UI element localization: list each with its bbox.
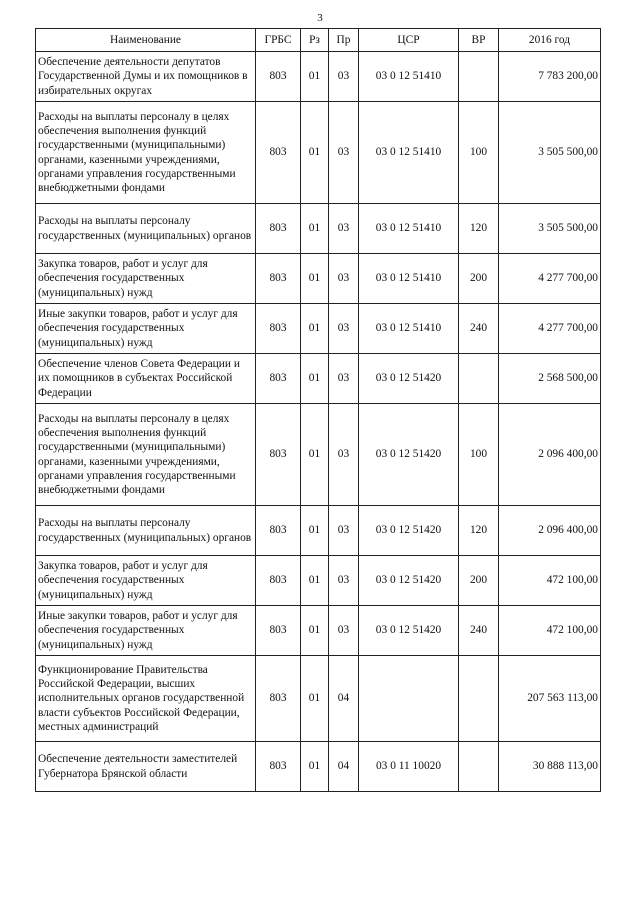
cell-csr: 03 0 11 10020 — [359, 742, 459, 792]
cell-vr — [459, 742, 499, 792]
cell-pr: 03 — [329, 52, 359, 102]
cell-grbs: 803 — [256, 656, 301, 742]
cell-rz: 01 — [301, 102, 329, 204]
cell-vr: 120 — [459, 204, 499, 254]
cell-vr: 240 — [459, 304, 499, 354]
cell-grbs: 803 — [256, 404, 301, 506]
cell-name: Иные закупки товаров, работ и услуг для обеспечения государственных (муниципальных) нужд — [36, 606, 256, 656]
cell-vr — [459, 354, 499, 404]
cell-name: Обеспечение деятельности депутатов Государственной Думы и их помощников в избирательных округах — [36, 52, 256, 102]
cell-amount: 7 783 200,00 — [499, 52, 601, 102]
cell-pr: 03 — [329, 506, 359, 556]
cell-rz: 01 — [301, 742, 329, 792]
cell-rz: 01 — [301, 506, 329, 556]
cell-amount: 472 100,00 — [499, 606, 601, 656]
table-row — [36, 556, 601, 606]
cell-rz: 01 — [301, 254, 329, 304]
cell-name: Расходы на выплаты персоналу в целях обеспечения выполнения функций государственными (муниципальными) органами, казенными учреждениями, органами управления государственными внебюджетными фондами — [36, 102, 256, 204]
cell-csr — [359, 656, 459, 742]
cell-amount: 4 277 700,00 — [499, 254, 601, 304]
cell-vr — [459, 656, 499, 742]
cell-csr: 03 0 12 51410 — [359, 204, 459, 254]
cell-csr: 03 0 12 51420 — [359, 354, 459, 404]
cell-pr: 03 — [329, 606, 359, 656]
table-row — [36, 52, 601, 102]
cell-pr: 03 — [329, 254, 359, 304]
table-row — [36, 506, 601, 556]
cell-grbs: 803 — [256, 204, 301, 254]
cell-rz: 01 — [301, 204, 329, 254]
cell-csr: 03 0 12 51420 — [359, 404, 459, 506]
cell-grbs: 803 — [256, 52, 301, 102]
cell-name: Функционирование Правительства Российской Федерации, высших исполнительных органов государственной власти субъектов Российской Федерации, местных администраций — [36, 656, 256, 742]
header-grbs: ГРБС — [256, 29, 301, 52]
cell-amount: 2 096 400,00 — [499, 506, 601, 556]
cell-name: Обеспечение членов Совета Федерации и их помощников в субъектах Российской Федерации — [36, 354, 256, 404]
cell-grbs: 803 — [256, 254, 301, 304]
cell-csr: 03 0 12 51420 — [359, 556, 459, 606]
cell-csr: 03 0 12 51420 — [359, 506, 459, 556]
cell-rz: 01 — [301, 354, 329, 404]
cell-name: Закупка товаров, работ и услуг для обеспечения государственных (муниципальных) нужд — [36, 556, 256, 606]
cell-name: Обеспечение деятельности заместителей Губернатора Брянской области — [36, 742, 256, 792]
table-row — [36, 304, 601, 354]
cell-vr: 240 — [459, 606, 499, 656]
cell-name: Закупка товаров, работ и услуг для обеспечения государственных (муниципальных) нужд — [36, 254, 256, 304]
cell-rz: 01 — [301, 52, 329, 102]
cell-grbs: 803 — [256, 506, 301, 556]
cell-name: Расходы на выплаты персоналу в целях обеспечения выполнения функций государственными (муниципальными) органами, казенными учреждениями, органами управления государственными внебюджетными фондами — [36, 404, 256, 506]
header-name: Наименование — [36, 29, 256, 52]
cell-pr: 03 — [329, 102, 359, 204]
cell-name: Расходы на выплаты персоналу государственных (муниципальных) органов — [36, 506, 256, 556]
cell-amount: 472 100,00 — [499, 556, 601, 606]
table-row — [36, 254, 601, 304]
cell-grbs: 803 — [256, 102, 301, 204]
cell-rz: 01 — [301, 304, 329, 354]
cell-rz: 01 — [301, 656, 329, 742]
header-vr: ВР — [459, 29, 499, 52]
header-csr: ЦСР — [359, 29, 459, 52]
cell-amount: 2 568 500,00 — [499, 354, 601, 404]
cell-csr: 03 0 12 51410 — [359, 102, 459, 204]
table-row — [36, 354, 601, 404]
cell-rz: 01 — [301, 404, 329, 506]
cell-csr: 03 0 12 51410 — [359, 304, 459, 354]
cell-pr: 04 — [329, 742, 359, 792]
cell-pr: 03 — [329, 404, 359, 506]
cell-grbs: 803 — [256, 304, 301, 354]
budget-table — [35, 28, 601, 792]
cell-name: Иные закупки товаров, работ и услуг для обеспечения государственных (муниципальных) нужд — [36, 304, 256, 354]
cell-vr: 200 — [459, 556, 499, 606]
cell-amount: 4 277 700,00 — [499, 304, 601, 354]
cell-vr: 100 — [459, 404, 499, 506]
cell-vr: 100 — [459, 102, 499, 204]
header-year: 2016 год — [499, 29, 601, 52]
cell-amount: 3 505 500,00 — [499, 102, 601, 204]
cell-amount: 30 888 113,00 — [499, 742, 601, 792]
cell-rz: 01 — [301, 606, 329, 656]
cell-grbs: 803 — [256, 556, 301, 606]
cell-vr: 120 — [459, 506, 499, 556]
page-number: 3 — [317, 12, 323, 24]
table-row — [36, 102, 601, 204]
header-pr: Пр — [329, 29, 359, 52]
cell-vr — [459, 52, 499, 102]
cell-amount: 2 096 400,00 — [499, 404, 601, 506]
cell-csr: 03 0 12 51410 — [359, 254, 459, 304]
table-row — [36, 404, 601, 506]
table-row — [36, 606, 601, 656]
cell-pr: 03 — [329, 556, 359, 606]
cell-grbs: 803 — [256, 354, 301, 404]
cell-vr: 200 — [459, 254, 499, 304]
cell-csr: 03 0 12 51420 — [359, 606, 459, 656]
cell-amount: 207 563 113,00 — [499, 656, 601, 742]
table-header-row — [36, 29, 601, 52]
cell-pr: 03 — [329, 204, 359, 254]
cell-grbs: 803 — [256, 606, 301, 656]
header-rz: Рз — [301, 29, 329, 52]
cell-name: Расходы на выплаты персоналу государственных (муниципальных) органов — [36, 204, 256, 254]
table-row — [36, 656, 601, 742]
cell-rz: 01 — [301, 556, 329, 606]
table-row — [36, 742, 601, 792]
cell-pr: 03 — [329, 354, 359, 404]
cell-csr: 03 0 12 51410 — [359, 52, 459, 102]
cell-amount: 3 505 500,00 — [499, 204, 601, 254]
cell-pr: 03 — [329, 304, 359, 354]
cell-grbs: 803 — [256, 742, 301, 792]
table-row — [36, 204, 601, 254]
cell-pr: 04 — [329, 656, 359, 742]
